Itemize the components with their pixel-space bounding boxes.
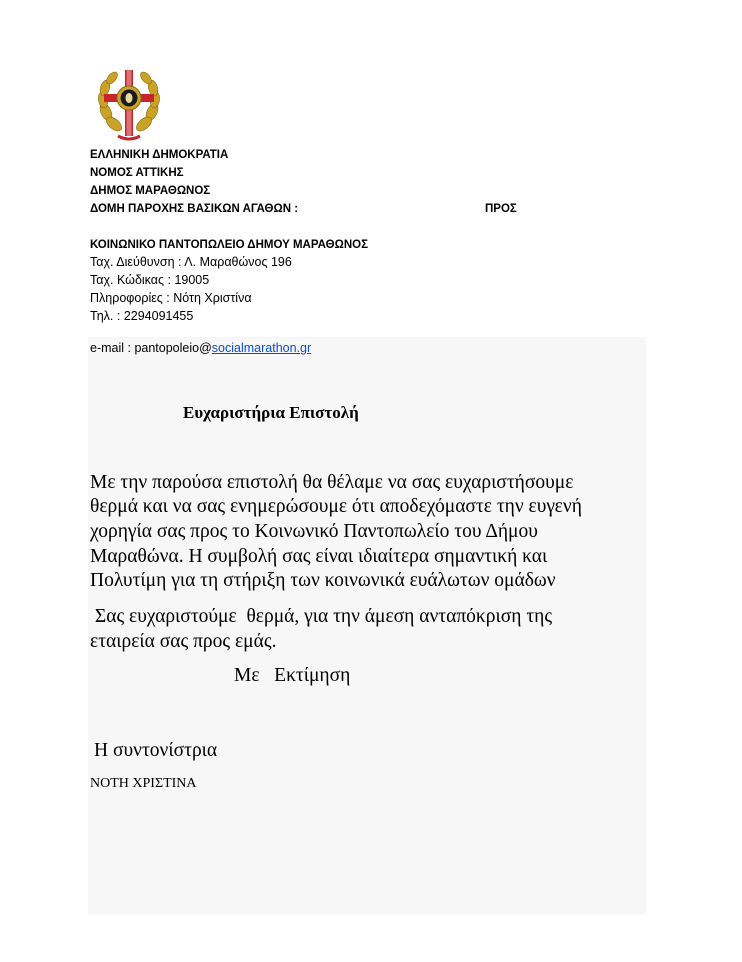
hellenic-emblem-laurel-icon (94, 64, 164, 144)
header-line-republic: ΕΛΛΗΝΙΚΗ ΔΗΜΟΚΡΑΤΙΑ (90, 149, 229, 161)
postal-code: Ταχ. Κώδικας : 19005 (90, 273, 210, 287)
phone-number: Τηλ. : 2294091455 (90, 309, 194, 323)
email-prefix: e-mail : pantopoleio@ (90, 341, 212, 355)
body-line: Με την παρούσα επιστολή θα θέλαμε να σας ευχαριστήσουμε (90, 472, 574, 493)
closing-salutation: Με Εκτίμηση (234, 665, 351, 686)
body-line: θερμά και να σας ενημερώσουμε ότι αποδεχόμαστε την ευγενή (90, 496, 582, 517)
recipient-label: ΠΡΟΣ (485, 203, 517, 215)
header-line-service: ΔΟΜΗ ΠΑΡΟΧΗΣ ΒΑΣΙΚΩΝ ΑΓΑΘΩΝ : (90, 203, 299, 215)
header-line-municipality: ΔΗΜΟΣ ΜΑΡΑΘΩΝΟΣ (90, 185, 211, 197)
header-line-prefecture: ΝΟΜΟΣ ΑΤΤΙΚΗΣ (90, 167, 184, 179)
signer-name: ΝΟΤΗ ΧΡΙΣΤΙΝΑ (90, 776, 197, 791)
email-domain-link[interactable]: socialmarathon.gr (211, 341, 312, 355)
thanks-line: εταιρεία σας προς εμάς. (90, 631, 277, 652)
postal-address: Ταχ. Διεύθυνση : Λ. Μαραθώνος 196 (90, 255, 292, 269)
thanks-line: Σας ευχαριστούμε θερμά, για την άμεση ανταπόκριση της (90, 606, 553, 627)
contact-person: Πληροφορίες : Νότη Χριστίνα (90, 291, 252, 305)
body-line: Μαραθώνα. Η συμβολή σας είναι ιδιαίτερα σημαντική και (90, 546, 548, 567)
body-line: Πολυτίμη για τη στήριξη των κοινωνικά ευάλωτων ομάδων (90, 570, 556, 591)
letter-title: Ευχαριστήρια Επιστολή (183, 403, 359, 422)
body-line: χορηγία σας προς το Κοινωνικό Παντοπωλείο του Δήμου (90, 521, 538, 542)
organization-name: ΚΟΙΝΩΝΙΚΟ ΠΑΝΤΟΠΩΛΕΙΟ ΔΗΜΟΥ ΜΑΡΑΘΩΝΟΣ (90, 239, 368, 251)
signer-role: Η συντονίστρια (94, 740, 218, 761)
email-line (90, 341, 311, 356)
